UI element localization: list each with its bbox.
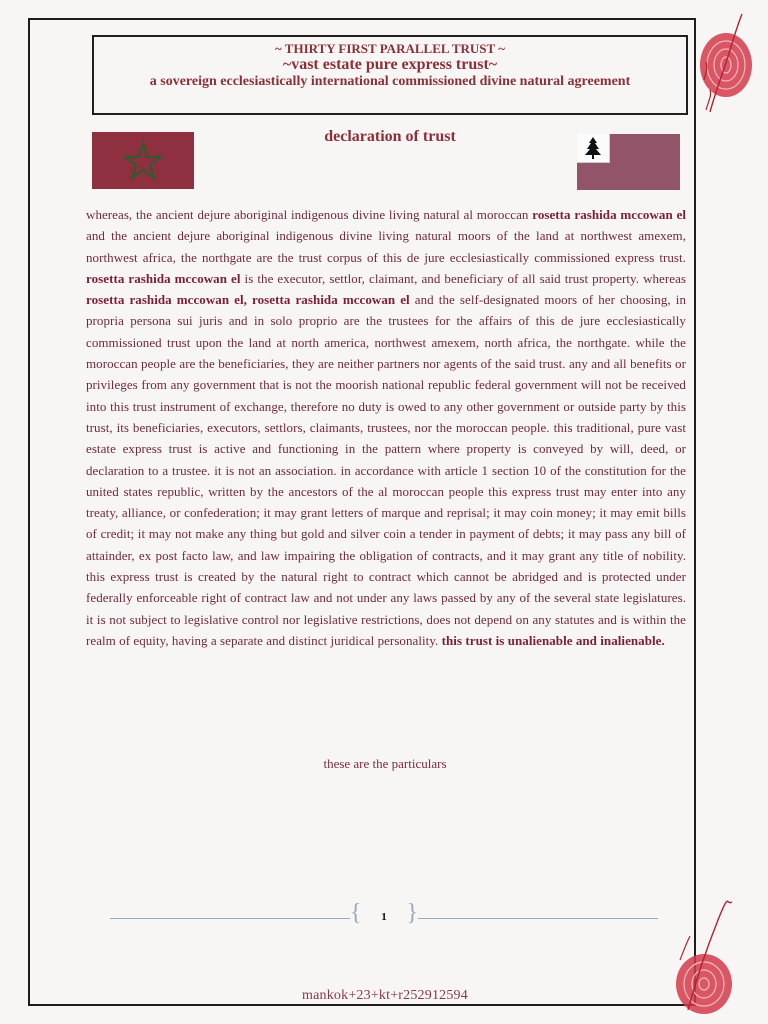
tree-flag-icon [577, 134, 680, 190]
trust-body-text [86, 204, 686, 651]
body-bold-run: rosetta rashida mccowan el, rosetta rashida mccowan el [86, 292, 410, 308]
page-number: 1 [381, 911, 387, 923]
morocco-flag-icon [92, 132, 194, 189]
footer-code: mankok+23+kt+r252912594 [302, 988, 468, 1003]
thumbprint-signature-bottom-icon [666, 900, 746, 1020]
body-bold-run: rosetta rashida mccowan el [532, 207, 687, 222]
body-bold-run: rosetta rashida mccowan el [86, 270, 241, 286]
title-box [92, 35, 688, 115]
flag-canton [577, 134, 610, 163]
particulars-line: these are the particulars [323, 756, 447, 771]
body-text-run: whereas, the ancient dejure aboriginal indigenous divine living natural al moroccan [86, 207, 533, 222]
body-text-run: is the executor, settlor, claimant, and beneficiary of all said trust property. whereas [240, 270, 687, 286]
right-brace-icon: } [406, 900, 418, 926]
left-brace-icon: { [350, 900, 362, 926]
declaration-title: declaration of trust [324, 128, 456, 145]
footer-rule-right [418, 918, 658, 919]
page-number-block [350, 900, 418, 930]
thumbprint-signature-top-icon [686, 10, 756, 120]
title-line-1: ~ THIRTY FIRST PARALLEL TRUST ~ [275, 41, 505, 56]
title-line-3: a sovereign ecclesiastically international commissioned divine natural agreement [149, 74, 631, 89]
body-text-run: and the ancient dejure aboriginal indigenous divine living natural moors of the land at northwest amexem, northwest africa, the northgate are the trust corpus of this de jure ecclesiastically commissioned express trust. [86, 228, 686, 265]
title-line-2: ~vast estate pure express trust~ [282, 56, 498, 73]
body-text-run: and the self-designated moors of her choosing, in propria persona sui juris and in solo proprio are the trustees for the affairs of this de jure ecclesiastically commissioned trust upon the land at north america, northwest amexem, north africa, the northgate. while the moroccan people are the beneficiaries, they are neither partners nor agents of the said trust. any and all benefits or privileges from any government that is not the moorish national republic federal government will not be received into this trust instrument of exchange, therefore no duty is owed to any other government or outside party by this trust, its beneficiaries, executors, settlors, claimants, trustees, nor the moroccan people. this traditional, pure vast estate express trust is active and functioning in the pattern where property is conveyed by will, deed, or declaration to a trustee. it is not an association. in accordance with article 1 section 10 of the constitution for the united states republic, written by the ancestors of the al moroccan people this express trust may enter into any treaty, alliance, or confederation; it may grant letters of marque and reprisal; it may coin money; it may emit bills of credit; it may not make any thing but gold and silver coin a tender in payment of debts; it may pass any bill of attainder, ex post facto law, and law impairing the obligation of contracts, and it may grant any title of nobility. this express trust is created by the natural right to contract which cannot be abridged and is protected under federally enforceable right of contract law and not under any laws passed by any of the several state legislatures. it is not subject to legislative control nor legislative restrictions, does not depend on any statutes and is within the realm of equity, having a separate and distinct juridical personality. [86, 292, 686, 648]
body-bold-run: this trust is unalienable and inalienable. [441, 632, 665, 648]
footer-rule-left [110, 918, 350, 919]
